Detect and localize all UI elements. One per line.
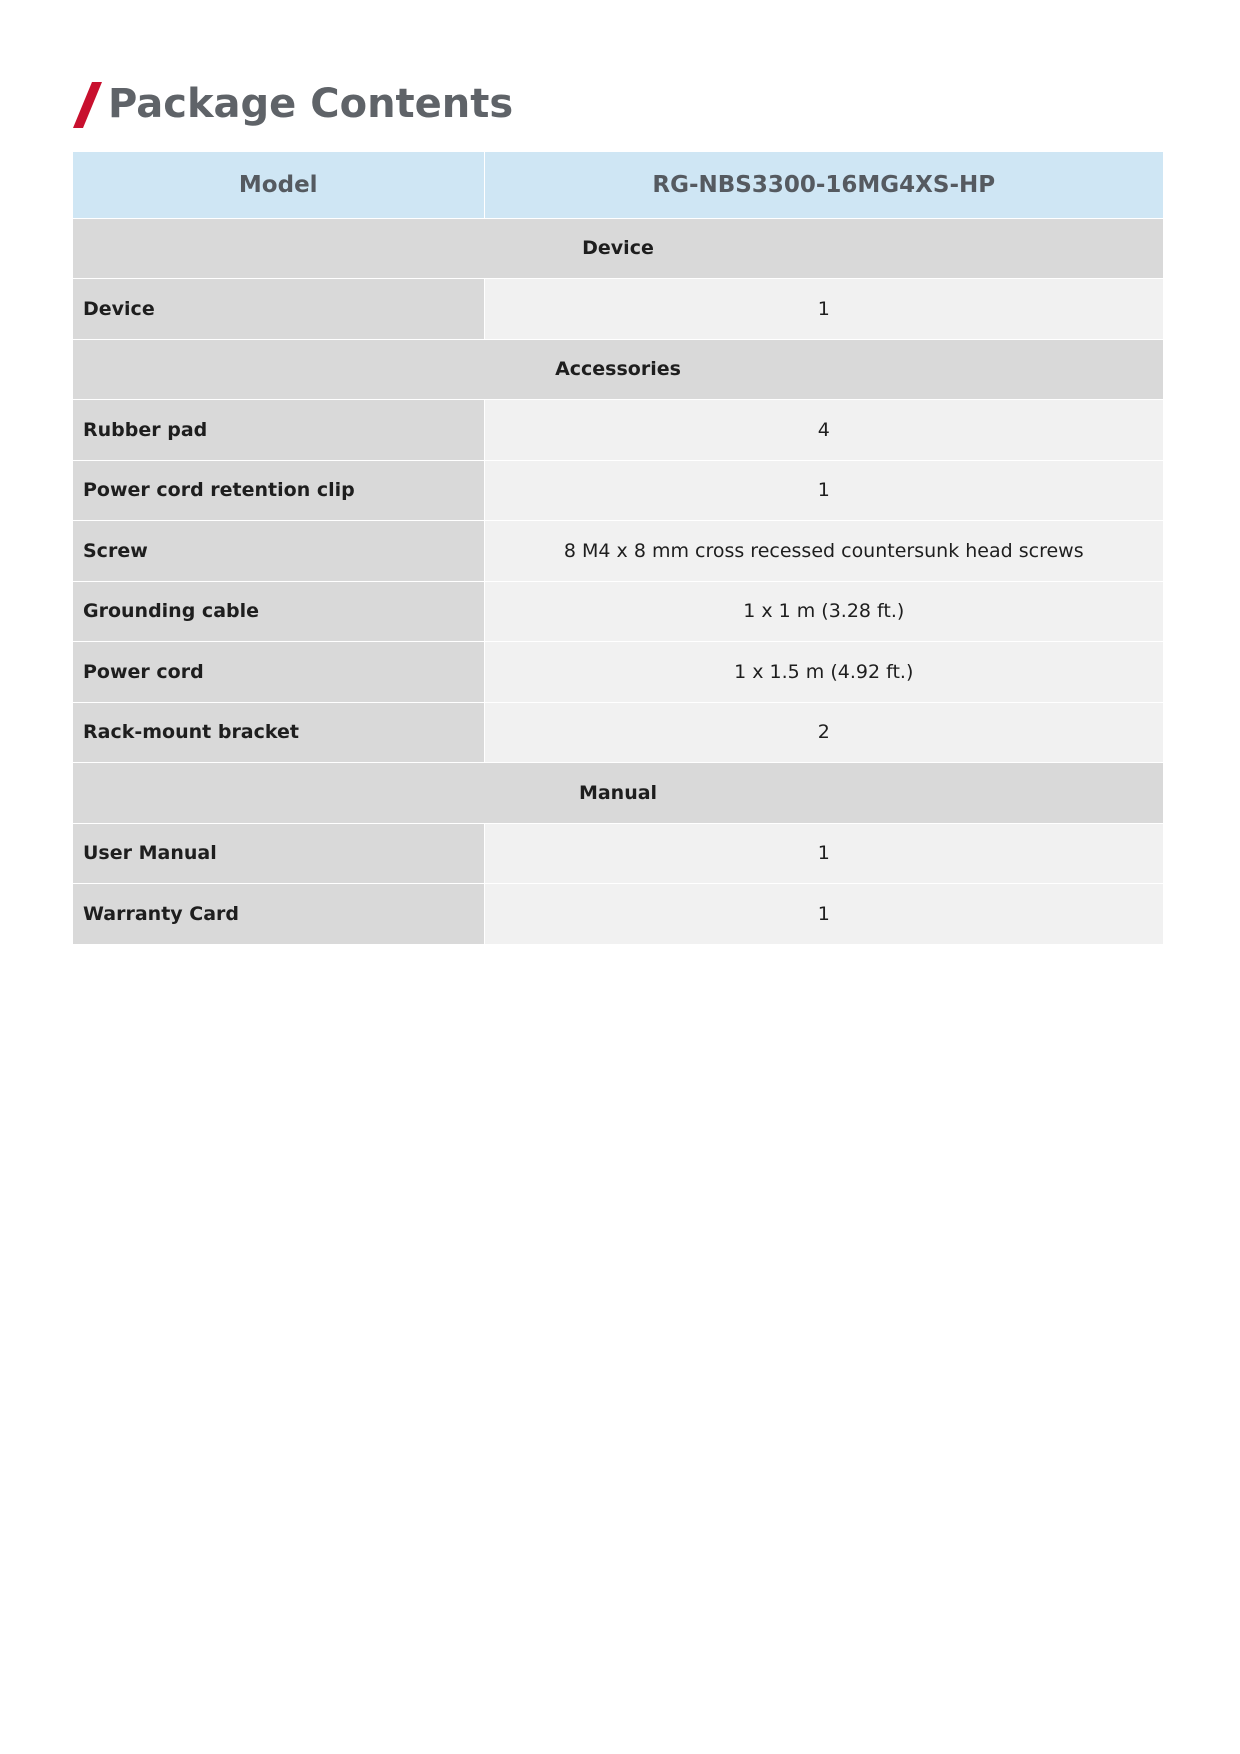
section-title: Accessories (73, 339, 1163, 400)
item-quantity: 1 x 1.5 m (4.92 ft.) (484, 642, 1163, 703)
package-contents-table (73, 152, 1163, 944)
red-slash-accent-icon (72, 78, 104, 130)
table-row (73, 884, 1163, 945)
table-row (73, 642, 1163, 703)
section-row-manual (73, 763, 1163, 824)
item-quantity: 1 (484, 823, 1163, 884)
table-row (73, 521, 1163, 582)
table-row (73, 279, 1163, 340)
item-name: Power cord retention clip (73, 460, 484, 521)
header-model-value: RG-NBS3300-16MG4XS-HP (484, 152, 1163, 218)
item-name: Warranty Card (73, 884, 484, 945)
item-name: Rubber pad (73, 400, 484, 461)
item-quantity: 1 x 1 m (3.28 ft.) (484, 581, 1163, 642)
item-name: Rack-mount bracket (73, 702, 484, 763)
item-quantity: 1 (484, 884, 1163, 945)
section-heading (72, 76, 513, 132)
item-name: Power cord (73, 642, 484, 703)
table-row (73, 581, 1163, 642)
item-quantity: 4 (484, 400, 1163, 461)
section-row-accessories (73, 339, 1163, 400)
table-row (73, 400, 1163, 461)
item-quantity: 1 (484, 279, 1163, 340)
section-row-device (73, 218, 1163, 279)
table-row (73, 702, 1163, 763)
item-quantity: 1 (484, 460, 1163, 521)
header-model-label: Model (73, 152, 484, 218)
item-quantity: 2 (484, 702, 1163, 763)
item-name: Device (73, 279, 484, 340)
item-name: Screw (73, 521, 484, 582)
item-quantity: 8 M4 x 8 mm cross recessed countersunk head screws (484, 521, 1163, 582)
table-header-row (73, 152, 1163, 218)
item-name: User Manual (73, 823, 484, 884)
page-title: Package Contents (108, 81, 514, 127)
item-name: Grounding cable (73, 581, 484, 642)
table-row (73, 460, 1163, 521)
table-row (73, 823, 1163, 884)
section-title: Device (73, 218, 1163, 279)
section-title: Manual (73, 763, 1163, 824)
